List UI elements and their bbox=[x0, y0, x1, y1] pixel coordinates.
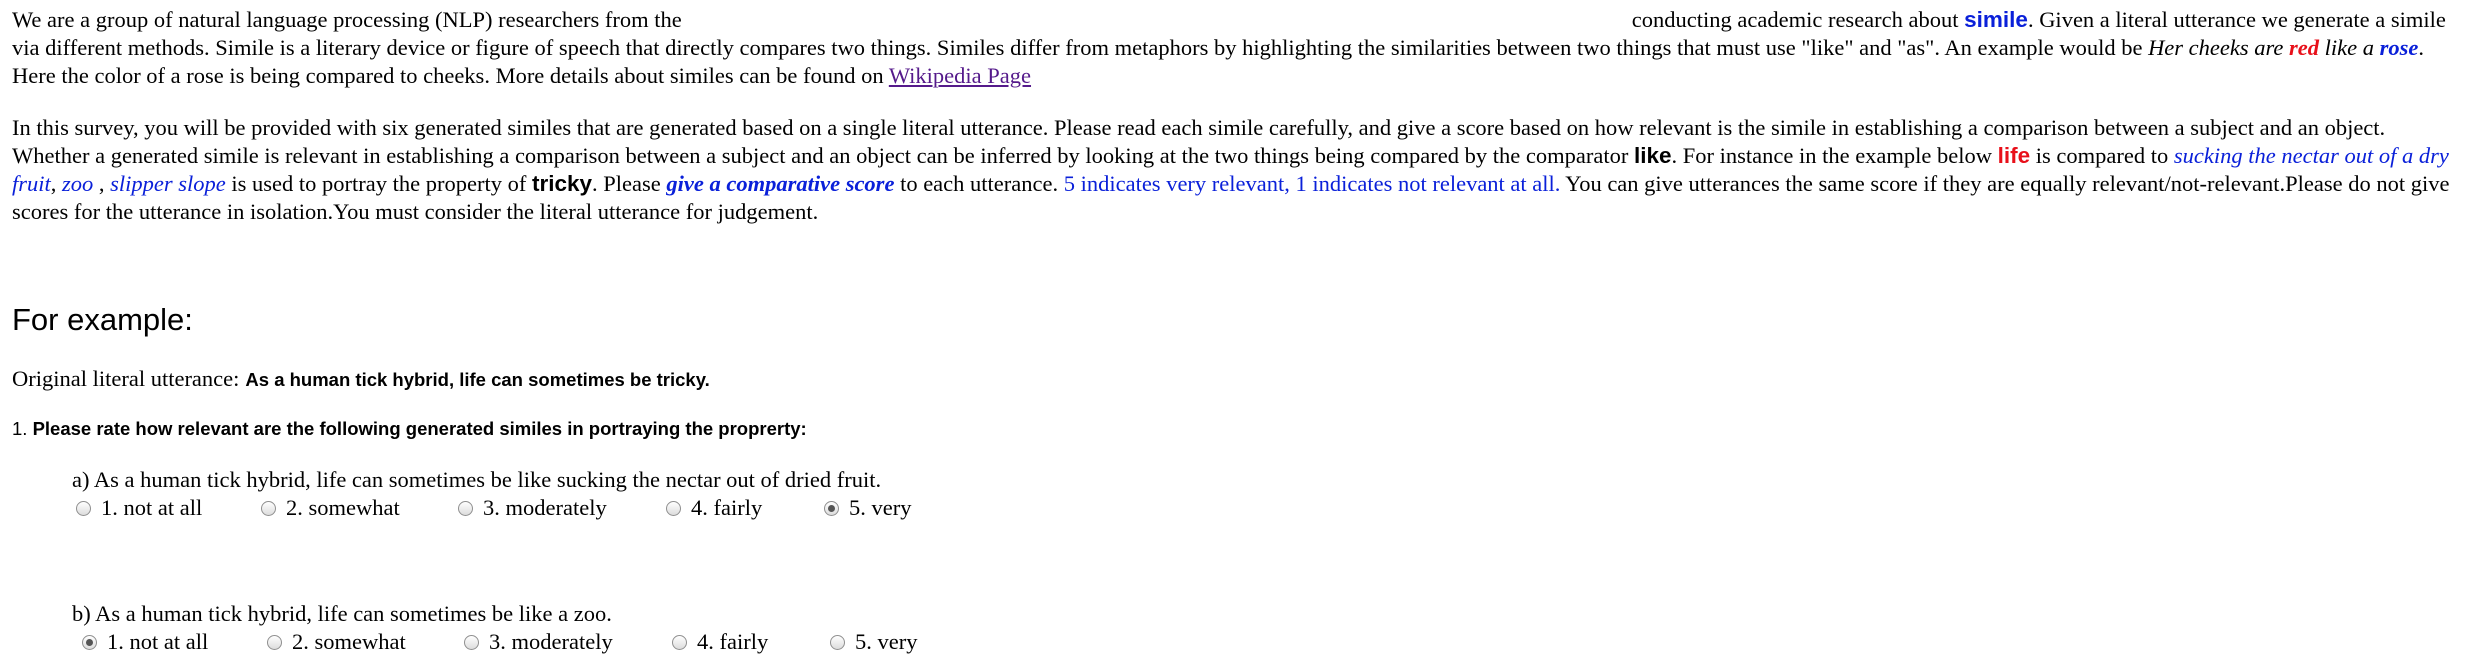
survey-text: . Please bbox=[592, 171, 661, 196]
radio-button[interactable] bbox=[267, 635, 282, 650]
survey-text: . For instance in the example below bbox=[1671, 143, 1993, 168]
rating-b-option-1[interactable]: 1. not at all bbox=[82, 628, 208, 656]
simile-b-text: b) As a human tick hybrid, life can sometimes be like a zoo. bbox=[72, 601, 612, 626]
rating-a-option-5[interactable]: 5. very bbox=[824, 494, 911, 522]
intro-paragraph bbox=[12, 6, 2454, 90]
survey-text: You can give utterances the same score if they are equally relevant/not-relevant.Please do not give scores for the utterance in isolation.You must consider the literal utterance for judgement. bbox=[12, 171, 2450, 224]
rating-a-option-2[interactable]: 2. somewhat bbox=[261, 494, 400, 522]
survey-text: is used to portray the property of bbox=[231, 171, 527, 196]
example-red-word: red bbox=[2289, 35, 2320, 60]
vehicle-example: zoo bbox=[62, 171, 94, 196]
rating-b-option-4[interactable]: 4. fairly bbox=[672, 628, 768, 656]
survey-text: is compared to bbox=[2035, 143, 2169, 168]
intro-text: . Here the color of a rose is being compared to cheeks. More details about similes can be found on bbox=[12, 35, 2425, 88]
question-text: Please rate how relevant are the following generated similes in portraying the proprerty bbox=[32, 418, 801, 439]
rating-a-option-3[interactable]: 3. moderately bbox=[458, 494, 607, 522]
intro-text: conducting academic research about bbox=[1631, 7, 1959, 32]
rating-b-option-2[interactable]: 2. somewhat bbox=[267, 628, 406, 656]
simile-a-text: a) As a human tick hybrid, life can sometimes be like sucking the nectar out of dried fruit. bbox=[72, 467, 882, 492]
survey-punct: , bbox=[98, 171, 105, 196]
radio-button-selected[interactable] bbox=[824, 501, 839, 516]
keyword-tricky: tricky bbox=[531, 171, 593, 196]
keyword-simile: simile bbox=[1964, 7, 2028, 32]
survey-punct: , bbox=[50, 171, 57, 196]
example-text: Her cheeks are bbox=[2148, 35, 2284, 60]
radio-button[interactable] bbox=[464, 635, 479, 650]
question-number: 1. bbox=[12, 418, 28, 439]
survey-punct: . bbox=[1554, 171, 1561, 196]
radio-button[interactable] bbox=[672, 635, 687, 650]
keyword-life: life bbox=[1997, 143, 2031, 168]
simile-item-a bbox=[72, 466, 1072, 522]
scale-high-note: 5 indicates very relevant bbox=[1063, 171, 1285, 196]
original-utterance bbox=[12, 366, 710, 392]
survey-text: In this survey, you will be provided with six generated similes that are generated based on a single literal utterance. Please read each simile carefully, and give a score based on how relevant is the simile in establishing a comparison between a subject and an object. Whether a generated simile is relevant in establishing a comparison between a subject and an object can be inferred by looking at the two things being compared by the comparator bbox=[12, 115, 2386, 168]
radio-button[interactable] bbox=[458, 501, 473, 516]
survey-paragraph bbox=[12, 114, 2454, 226]
keyword-like: like bbox=[1633, 143, 1672, 168]
rating-b-option-5[interactable]: 5. very bbox=[830, 628, 917, 656]
original-utterance-value: As a human tick hybrid, life can sometimes be tricky. bbox=[245, 369, 710, 390]
intro-text: . Given a literal utterance we generate a simile via different methods. Simile is a literary device or figure of speech that directly compares two things. Similes differ from metaphors by highlighting the similarities between two things that must use "like" and "as". An example would be bbox=[12, 7, 2446, 60]
rating-a-option-1[interactable]: 1. not at all bbox=[76, 494, 202, 522]
example-text: like a bbox=[2324, 35, 2375, 60]
scale-low-note: 1 indicates not relevant at all bbox=[1295, 171, 1555, 196]
example-rose-word: rose bbox=[2379, 35, 2419, 60]
radio-button[interactable] bbox=[666, 501, 681, 516]
radio-button[interactable] bbox=[830, 635, 845, 650]
example-heading: For example: bbox=[12, 302, 193, 337]
radio-button[interactable] bbox=[261, 501, 276, 516]
wikipedia-link[interactable]: Wikipedia Page bbox=[888, 63, 1032, 88]
original-utterance-label: Original literal utterance: bbox=[12, 366, 240, 391]
rating-group-b bbox=[72, 628, 1072, 656]
vehicle-example: sucking the nectar out of a dry fruit bbox=[12, 143, 2449, 196]
question-colon: : bbox=[800, 418, 807, 439]
vehicle-example: slipper slope bbox=[110, 171, 226, 196]
question-1 bbox=[12, 418, 807, 440]
survey-text: to each utterance. bbox=[900, 171, 1059, 196]
rating-group-a bbox=[72, 494, 1072, 522]
intro-text: We are a group of natural language processing (NLP) researchers from the bbox=[12, 7, 682, 32]
radio-button[interactable] bbox=[76, 501, 91, 516]
rating-b-option-3[interactable]: 3. moderately bbox=[464, 628, 613, 656]
instruction-emphasis: give a comparative score bbox=[666, 171, 895, 196]
survey-punct: , bbox=[1284, 171, 1290, 196]
rating-a-option-4[interactable]: 4. fairly bbox=[666, 494, 762, 522]
radio-button-selected[interactable] bbox=[82, 635, 97, 650]
simile-item-b bbox=[72, 600, 1072, 656]
